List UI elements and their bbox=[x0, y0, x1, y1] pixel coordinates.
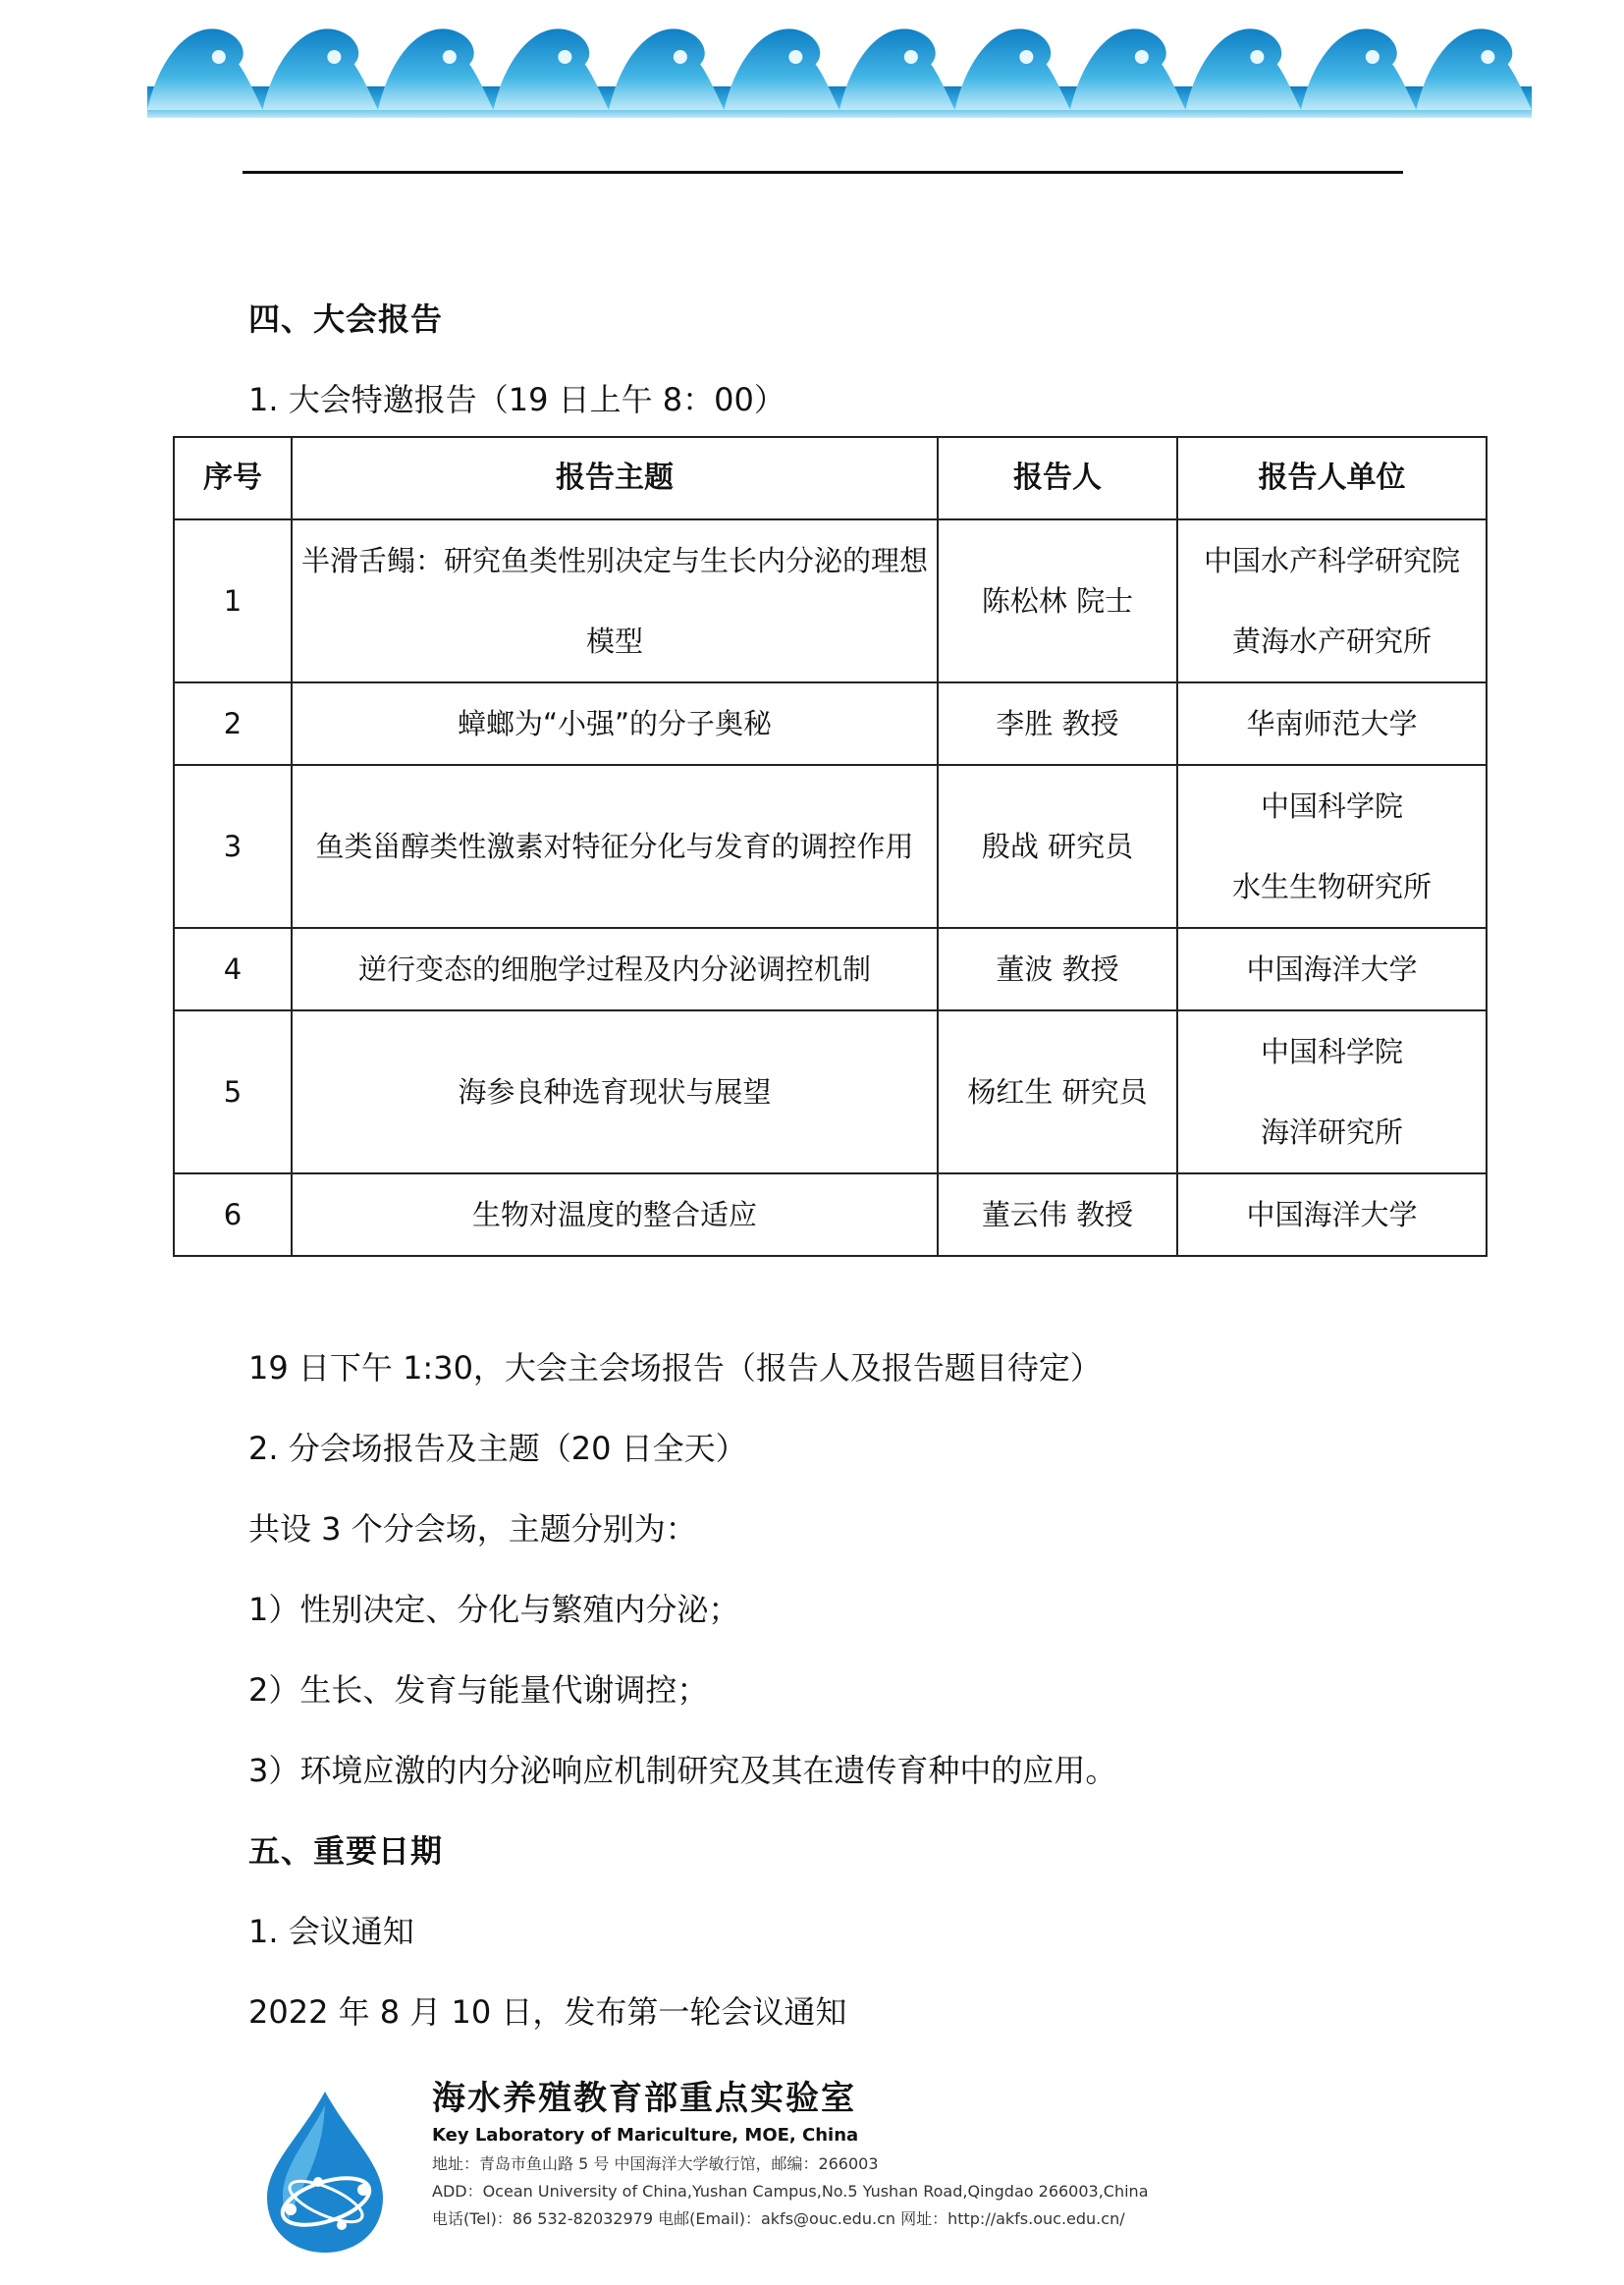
wave-foam bbox=[674, 50, 687, 64]
footer bbox=[261, 2076, 1282, 2253]
keynote-subheading: 1. 大会特邀报告（19 日上午 8：00） bbox=[248, 381, 785, 418]
row-speaker: 殷战 研究员 bbox=[938, 765, 1177, 928]
row-unit: 中国海洋大学 bbox=[1177, 1173, 1487, 1256]
wave-crest bbox=[955, 28, 1071, 110]
row-unit: 中国海洋大学 bbox=[1177, 928, 1487, 1010]
table-row bbox=[174, 928, 1487, 1010]
row-topic: 海参良种选育现状与展望 bbox=[292, 1010, 938, 1173]
unit-line: 中国科学院 bbox=[1260, 789, 1403, 823]
topic-line: 半滑舌鳎：研究鱼类性别决定与生长内分泌的理想 bbox=[300, 544, 928, 577]
unit-line: 水生生物研究所 bbox=[1231, 870, 1432, 903]
row-speaker: 董波 教授 bbox=[938, 928, 1177, 1010]
unit-line: 海洋研究所 bbox=[1260, 1115, 1403, 1149]
row-no: 1 bbox=[174, 519, 292, 682]
wave-crest bbox=[1070, 28, 1186, 110]
wave-crest bbox=[1417, 28, 1533, 110]
lab-logo-icon bbox=[261, 2088, 389, 2255]
section-4-heading: 四、大会报告 bbox=[248, 300, 444, 338]
header-no: 序号 bbox=[174, 437, 292, 519]
row-speaker: 杨红生 研究员 bbox=[938, 1010, 1177, 1173]
row-unit bbox=[1177, 1010, 1487, 1173]
row-no: 2 bbox=[174, 682, 292, 765]
sessions-intro: 共设 3 个分会场，主题分别为： bbox=[248, 1510, 697, 1548]
wave-foam bbox=[1481, 50, 1494, 64]
row-speaker: 董云伟 教授 bbox=[938, 1173, 1177, 1256]
row-topic: 蟑螂为“小强”的分子奥秘 bbox=[292, 682, 938, 765]
lab-name-english: Key Laboratory of Mariculture, MOE, China bbox=[432, 2125, 859, 2146]
session-item: 1）性别决定、分化与繁殖内分泌； bbox=[248, 1591, 740, 1628]
header-rule bbox=[243, 171, 1403, 174]
row-no: 4 bbox=[174, 928, 292, 1010]
header-topic: 报告主题 bbox=[292, 437, 938, 519]
wave-crest bbox=[1301, 28, 1417, 110]
row-no: 6 bbox=[174, 1173, 292, 1256]
row-topic: 鱼类甾醇类性激素对特征分化与发育的调控作用 bbox=[292, 765, 938, 928]
wave-crest bbox=[725, 28, 840, 110]
wave-crest bbox=[1186, 28, 1302, 110]
wave-crest bbox=[494, 28, 610, 110]
contact-line: 电话(Tel)：86 532-82032979 电邮(Email)：akfs@ouc.edu.cn 网址：http://akfs.ouc.edu.cn/ bbox=[432, 2209, 1125, 2228]
wave-foam bbox=[1250, 50, 1264, 64]
row-speaker: 陈松林 院士 bbox=[938, 519, 1177, 682]
row-no: 3 bbox=[174, 765, 292, 928]
keynote-report-table bbox=[173, 436, 1488, 1257]
row-topic: 逆行变态的细胞学过程及内分泌调控机制 bbox=[292, 928, 938, 1010]
notice-date: 2022 年 8 月 10 日，发布第一轮会议通知 bbox=[248, 1993, 847, 2031]
header-speaker: 报告人 bbox=[938, 437, 1177, 519]
notice-subheading: 1. 会议通知 bbox=[248, 1913, 414, 1950]
wave-crest bbox=[378, 28, 494, 110]
table-row bbox=[174, 1010, 1487, 1173]
afternoon-note: 19 日下午 1:30，大会主会场报告（报告人及报告题目待定） bbox=[248, 1349, 1102, 1387]
wave-banner bbox=[147, 20, 1532, 118]
row-unit bbox=[1177, 765, 1487, 928]
wave-foam bbox=[788, 50, 802, 64]
wave-foam bbox=[212, 50, 226, 64]
table-row bbox=[174, 682, 1487, 765]
header-unit: 报告人单位 bbox=[1177, 437, 1487, 519]
row-speaker: 李胜 教授 bbox=[938, 682, 1177, 765]
address-en: ADD：Ocean University of China,Yushan Campus,No.5 Yushan Road,Qingdao 266003,China bbox=[432, 2182, 1149, 2201]
row-topic bbox=[292, 519, 938, 682]
wave-foam bbox=[327, 50, 341, 64]
wave-foam bbox=[558, 50, 571, 64]
lab-name: 海水养殖教育部重点实验室 bbox=[432, 2079, 856, 2118]
row-topic: 生物对温度的整合适应 bbox=[292, 1173, 938, 1256]
row-unit: 华南师范大学 bbox=[1177, 682, 1487, 765]
wave-crest bbox=[147, 28, 263, 110]
wave-foam bbox=[1366, 50, 1380, 64]
wave-foam bbox=[1019, 50, 1033, 64]
section-5-heading: 五、重要日期 bbox=[248, 1832, 444, 1870]
table-row bbox=[174, 1173, 1487, 1256]
unit-line: 中国科学院 bbox=[1260, 1035, 1403, 1068]
unit-line: 黄海水产研究所 bbox=[1231, 625, 1432, 658]
wave-crest bbox=[839, 28, 955, 110]
topic-line: 模型 bbox=[585, 625, 643, 658]
session-item: 3）环境应激的内分泌响应机制研究及其在遗传育种中的应用。 bbox=[248, 1752, 1117, 1789]
row-unit bbox=[1177, 519, 1487, 682]
wave-foam bbox=[443, 50, 457, 64]
address-cn: 地址：青岛市鱼山路 5 号 中国海洋大学敏行馆，邮编：266003 bbox=[432, 2154, 879, 2173]
table-row bbox=[174, 519, 1487, 682]
parallel-sessions-subheading: 2. 分会场报告及主题（20 日全天） bbox=[248, 1430, 747, 1467]
wave-foam bbox=[904, 50, 918, 64]
unit-line: 中国水产科学研究院 bbox=[1203, 544, 1460, 577]
wave-foam bbox=[1135, 50, 1149, 64]
wave-crest bbox=[609, 28, 725, 110]
table-header-row bbox=[174, 437, 1487, 519]
row-no: 5 bbox=[174, 1010, 292, 1173]
session-item: 2）生长、发育与能量代谢调控； bbox=[248, 1671, 709, 1709]
table-row bbox=[174, 765, 1487, 928]
wave-crest bbox=[263, 28, 379, 110]
